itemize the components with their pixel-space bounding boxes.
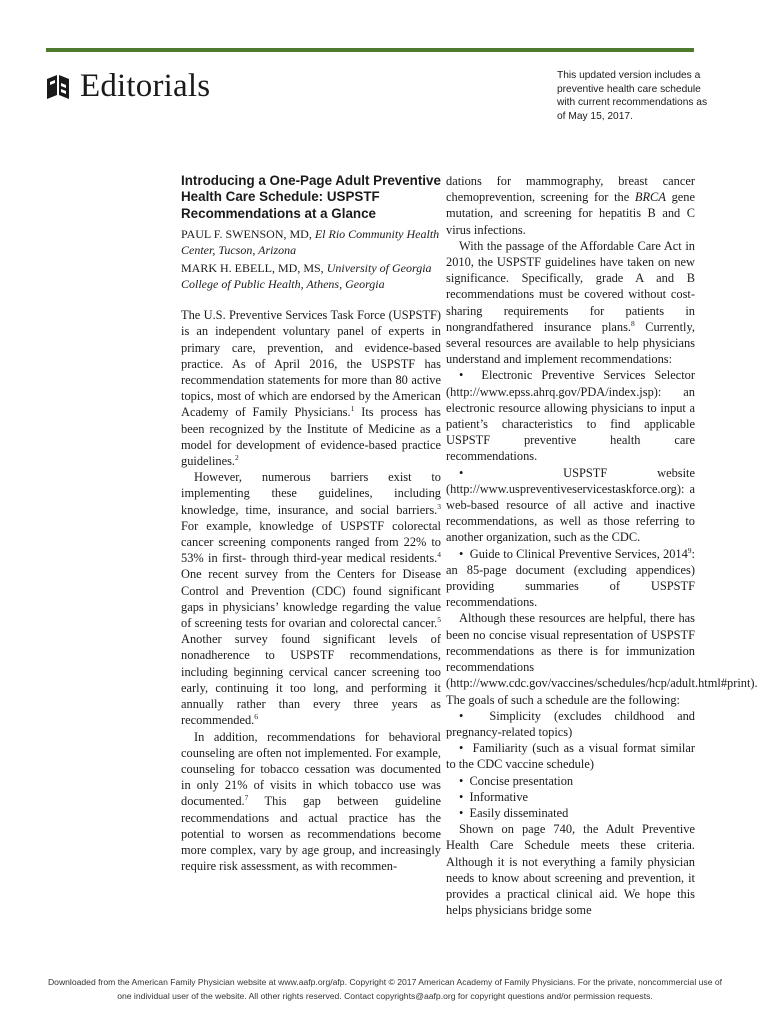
reference-marker: 6 [254,712,259,722]
section-title: Editorials [80,68,211,104]
copyright-footer: Downloaded from the American Family Physician website at www.aafp.org/afp. Copyright © 2017 American Academy of Family Physicians. For the private, noncommercial use of one individual user of the website. All other rights reserved. Contact copyrights@aafp.org for copyright questions and/or permission requests. [47,977,723,1001]
reference-marker: 7 [244,793,249,803]
body-paragraph: dations for mammography, breast cancer chemoprevention, screening for the BRCA gene mutation, and screening for hepatitis B and C virus infections. [446,174,695,237]
list-item: • Simplicity (excludes childhood and pregnancy-related topics) [446,708,695,740]
author [181,226,441,258]
author-affiliation: El Rio Community Health Center, Tucson, Arizona [181,227,440,258]
body-paragraph: Although these resources are helpful, there has been no concise visual representation of USPSTF recommendations as there is for immunization recommendations (http://www.cdc.gov/vaccines/schedules/hcp/adult.html#print). The goals of such a schedule are the following: [446,611,758,707]
list-item: • Informative [446,789,695,805]
afp-book-icon [44,73,72,101]
list-item: • USPSTF website (http://www.uspreventiveservicestaskforce.org): a web-based resource of all active and inactive recommendations, as well as those referring to another organization, such as the CDC. [446,465,695,546]
author-affiliation: University of Georgia College of Public Health, Athens, Georgia [181,261,432,292]
body-paragraph: The U.S. Preventive Services Task Force (USPSTF) is an independent voluntary panel of experts in primary care, prevention, and evidence-based practice. As of April 2016, the USPSTF has recommendation statements for more than 80 active topics, most of which are endorsed by the American Academy of Family Physicians.$^1$ Its process has been recognized by the Institute of Medicine as a model for development of evidence-based practice guidelines.$^2$ [181,308,441,469]
left-column [181,173,441,874]
resource-list [446,367,695,610]
reference-marker: 8 [631,318,635,328]
gene-name: BRCA [634,190,666,205]
header-rule [46,48,694,52]
reference-marker: 9 [687,545,692,555]
reference-marker: 3 [437,501,441,511]
body-paragraph: Shown on page 740, the Adult Preventive Health Care Schedule meets these criteria. Although it is not everything a family physician needs to know about screening and prevention, it provides a practical clinical aid. We hope this helps physicians bridge some [446,822,695,918]
author-list [181,226,441,292]
reference-marker: 1 [350,404,355,414]
author-name: PAUL F. SWENSON, MD, [181,227,312,242]
body-paragraph: With the passage of the Affordable Care Act in 2010, the USPSTF guidelines have taken on new significance. Specifically, grade A and B recommendations must be covered without cost-sharing requirements for patients in nongrandfathered insurance plans.$^8$ Currently, several resources are available to help physicians understand and implement recommendations: [446,238,695,367]
list-item: • Familiarity (such as a visual format similar to the CDC vaccine schedule) [446,740,695,772]
list-item: • Guide to Clinical Preventive Services, 2014$^9$: an 85-page document (excluding appendices) providing summaries of USPSTF recommendations. [446,546,695,611]
reference-marker: 4 [437,550,441,560]
body-paragraph: However, numerous barriers exist to implementing these guidelines, including knowledge, time, insurance, and social barriers.$^3$ For example, knowledge of USPSTF colorectal cancer screening components ranged from 22% to 53% in first- through third-year medical residents.$^4$ One recent survey from the Centers for Disease Control and Prevention (CDC) found significant gaps in physicians’ knowledge regarding the value of screening tests for ovarian and colorectal cancer.$^5$ Another survey found significant levels of nonadherence to USPSTF recommendations, including beginning cervical cancer screening too early, continuing it too long, and performing it annually rather than every three years as recommended.$^6$ [181,470,441,728]
body-paragraph: In addition, recommendations for behavioral counseling are often not implemented. For example, counseling for tobacco cessation was documented in only 21% of visits in which tobacco use was documented.$^7$ This gap between guideline recommendations and actual practice has the potential to worsen as recommendations become more complex, vary by age group, and increasingly require risk assessment, as with recommen- [181,729,441,874]
update-note: This updated version includes a preventive health care schedule with current recommendations as of May 15, 2017. [557,70,708,122]
goals-list [446,708,695,821]
list-item: • Electronic Preventive Services Selector (http://www.epss.ahrq.gov/PDA/index.jsp): an electronic resource allowing physicians to input a patient’s characteristics to find applicable USPSTF preventive health care recommendations. [446,367,695,464]
masthead [44,70,210,103]
list-item: • Easily disseminated [446,805,695,821]
reference-marker: 5 [437,614,441,624]
author-name: MARK H. EBELL, MD, MS, [181,261,324,276]
list-item: • Concise presentation [446,773,695,789]
right-column [446,173,758,918]
author [181,260,441,292]
article-title: Introducing a One-Page Adult Preventive Health Care Schedule: USPSTF Recommendations at a Glance [181,173,441,221]
reference-marker: 2 [235,452,239,462]
